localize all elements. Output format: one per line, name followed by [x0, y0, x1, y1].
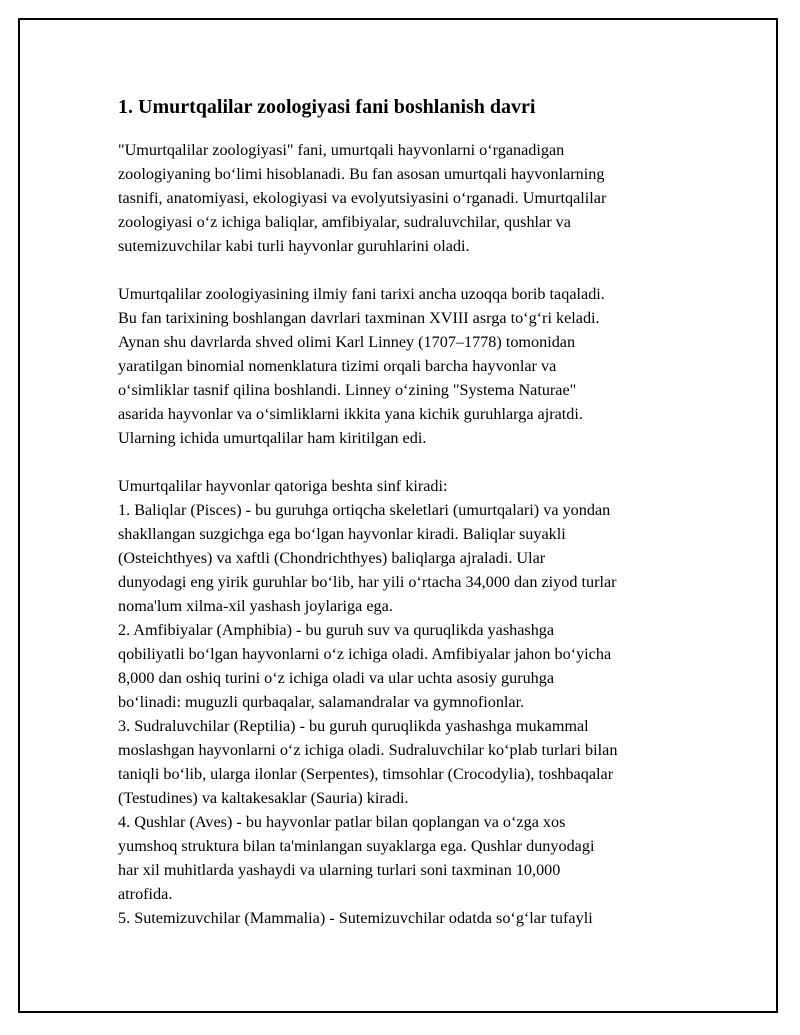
document-content	[118, 94, 698, 930]
text-line: yumshoq struktura bilan ta'minlangan suyaklarga ega. Qushlar dunyodagi	[118, 837, 595, 855]
text-line: moslashgan hayvonlarni oʻz ichiga oladi. Sudraluvchilar koʻplab turlari bilan	[118, 741, 618, 759]
text-line: (Testudines) va kaltakesaklar (Sauria) kiradi.	[118, 789, 409, 807]
text-line: qobiliyatli boʻlgan hayvonlarni oʻz ichiga oladi. Amfibiyalar jahon boʻyicha	[118, 645, 612, 663]
text-line: (Osteichthyes) va xaftli (Chondrichthyes) baliqlarga ajraladi. Ular	[118, 549, 546, 567]
text-line: noma'lum xilma-xil yashash joylariga ega.	[118, 597, 393, 615]
paragraph-classes	[118, 474, 698, 930]
text-line: asarida hayvonlar va oʻsimliklarni ikkita yana kichik guruhlarga ajratdi.	[118, 405, 583, 423]
paragraph-gap	[118, 450, 698, 474]
text-line: zoologiyaning boʻlimi hisoblanadi. Bu fan asosan umurtqali hayvonlarning	[118, 165, 605, 183]
text-line: zoologiyasi oʻz ichiga baliqlar, amfibiyalar, sudraluvchilar, qushlar va	[118, 213, 571, 231]
text-line: shakllangan suzgichga ega boʻlgan hayvonlar kiradi. Baliqlar suyakli	[118, 525, 566, 543]
text-line: boʻlinadi: muguzli qurbaqalar, salamandralar va gymnofionlar.	[118, 693, 525, 711]
paragraph-gap	[118, 258, 698, 282]
list-item: 2. Amfibiyalar (Amphibia) - bu guruh suv va quruqlikda yashashga	[118, 621, 555, 639]
list-item: 3. Sudraluvchilar (Reptilia) - bu guruh quruqlikda yashashga mukammal	[118, 717, 589, 735]
text-line: taniqli boʻlib, ularga ilonlar (Serpentes), timsohlar (Crocodylia), toshbaqalar	[118, 765, 614, 783]
text-line: har xil muhitlarda yashaydi va ularning turlari soni taxminan 10,000	[118, 861, 561, 879]
text-line: Umurtqalilar hayvonlar qatoriga beshta sinf kiradi:	[118, 477, 448, 495]
text-line: sutemizuvchilar kabi turli hayvonlar guruhlarini oladi.	[118, 237, 470, 255]
text-line: 8,000 dan oshiq turini oʻz ichiga oladi va ular uchta asosiy guruhga	[118, 669, 555, 687]
text-line: "Umurtqalilar zoologiyasi" fani, umurtqali hayvonlarni oʻrganadigan	[118, 141, 565, 159]
text-line: yaratilgan binomial nomenklatura tizimi orqali barcha hayvonlar va	[118, 357, 557, 375]
text-line: Bu fan tarixining boshlangan davrlari taxminan XVIII asrga toʻgʻri keladi.	[118, 309, 600, 327]
text-line: tasnifi, anatomiyasi, ekologiyasi va evolyutsiyasini oʻrganadi. Umurtqalilar	[118, 189, 607, 207]
paragraph-history	[118, 282, 698, 450]
text-line: dunyodagi eng yirik guruhlar boʻlib, har yili oʻrtacha 34,000 dan ziyod turlar	[118, 573, 617, 591]
paragraph-intro	[118, 138, 698, 258]
list-item: 1. Baliqlar (Pisces) - bu guruhga ortiqcha skeletlari (umurtqalari) va yondan	[118, 501, 611, 519]
text-line: Ularning ichida umurtqalilar ham kiritilgan edi.	[118, 429, 427, 447]
text-line: Umurtqalilar zoologiyasining ilmiy fani tarixi ancha uzoqqa borib taqaladi.	[118, 285, 605, 303]
text-line: Aynan shu davrlarda shved olimi Karl Linney (1707–1778) tomonidan	[118, 333, 576, 351]
section-title: 1. Umurtqalilar zoologiyasi fani boshlanish davri	[118, 96, 536, 118]
text-line: oʻsimliklar tasnif qilina boshlandi. Linney oʻzining "Systema Naturae"	[118, 381, 577, 399]
list-item: 4. Qushlar (Aves) - bu hayvonlar patlar bilan qoplangan va oʻzga xos	[118, 813, 566, 831]
list-item: 5. Sutemizuvchilar (Mammalia) - Sutemizuvchilar odatda soʻgʻlar tufayli	[118, 909, 593, 927]
text-line: atrofida.	[118, 885, 173, 903]
